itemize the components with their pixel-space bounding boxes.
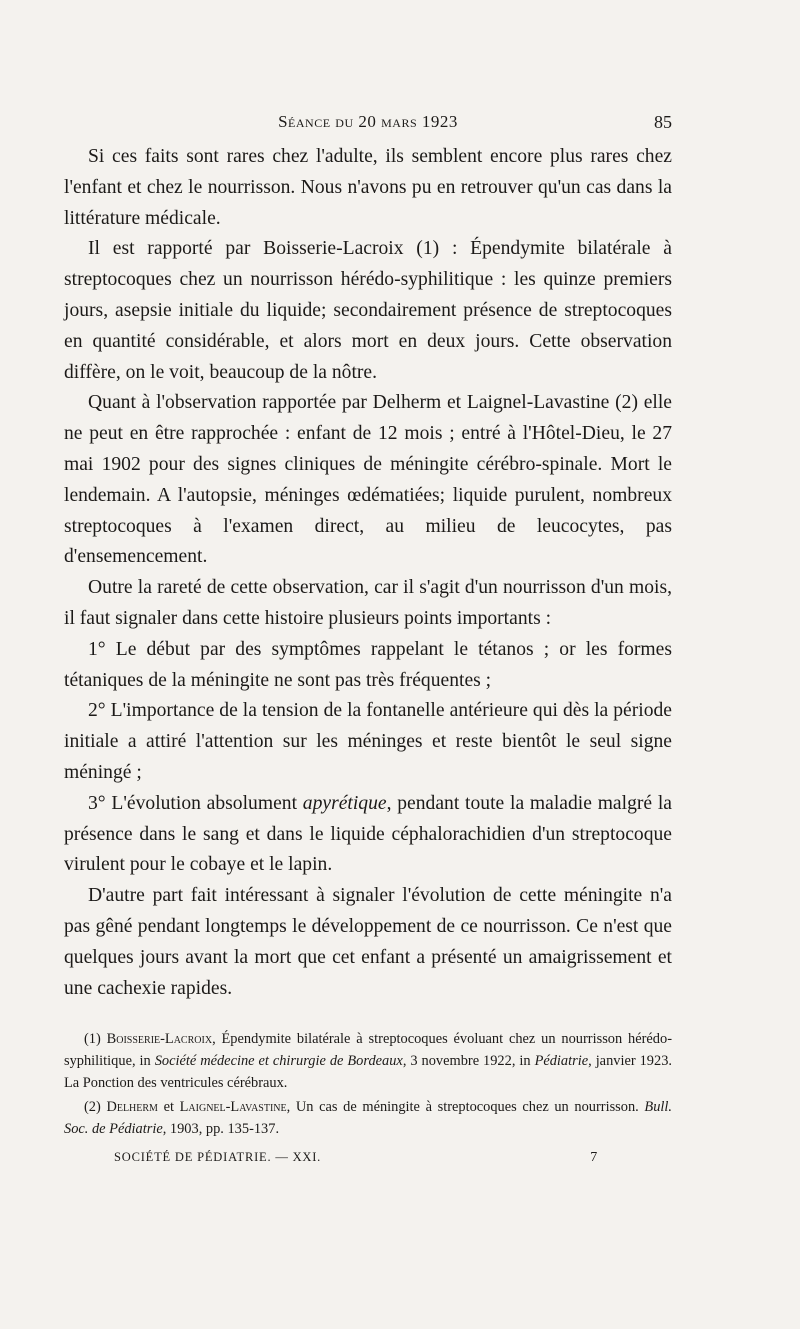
paragraph-3: Quant à l'observation rapportée par Delherm et Laignel-Lavastine (2) elle ne peut en être rapprochée : enfant de 12 mois ; entré à l'Hôtel-Dieu, le 27 mai 1902 pour des signes cliniques de méningite cérébro-spinale. Mort le lendemain. A l'autopsie, méninges œdématiées; liquide purulent, nombreux streptocoques à l'examen direct, au milieu de leucocytes, pas d'ensemencement. <box>64 392 672 568</box>
footnote-2-text-b: , 1903, pp. 135-137. <box>162 1121 280 1138</box>
footnote-2-author-2: Laignel-Lavastine <box>179 1099 287 1116</box>
footnote-2-text-a: , Un cas de méningite à streptocoques chez un nourrisson. <box>286 1099 645 1116</box>
signature-number: 7 <box>590 1150 598 1166</box>
paragraph-4: Outre la rareté de cette observation, car il s'agit d'un nourrisson d'un mois, il faut signaler dans cette histoire plusieurs points importants : <box>64 577 672 629</box>
book-page <box>64 112 672 1170</box>
footnote-2-author-1: Delherm <box>106 1099 158 1116</box>
paragraph-1: Si ces faits sont rares chez l'adulte, ils semblent encore plus rares chez l'enfant et chez le nourrisson. Nous n'avons pu en retrouver qu'un cas dans la littérature médicale. <box>64 146 672 229</box>
footnote-1-author: Boisserie-Lacroix <box>106 1031 213 1048</box>
running-header <box>64 112 672 142</box>
footnote-1-text-a: , Épendymite bilatérale à streptocoques évoluant chez un nourrisson hérédo-syphilitique, in <box>64 1031 672 1070</box>
body-text <box>64 142 672 1004</box>
footnote-2 <box>64 1096 672 1140</box>
page-number: 85 <box>654 112 672 132</box>
paragraph-7-start: 3° L'évolution absolument <box>88 792 303 814</box>
footnote-2-and: et <box>157 1099 180 1116</box>
paragraph-5: 1° Le début par des symptômes rappelant le tétanos ; or les formes tétaniques de la méningite ne sont pas très fréquentes ; <box>64 638 672 691</box>
footnote-1-text-b: , 3 novembre 1922, in <box>402 1053 535 1070</box>
signature-mark: SOCIÉTÉ DE PÉDIATRIE. — XXI. <box>114 1150 322 1165</box>
paragraph-6: 2° L'importance de la tension de la fontanelle antérieure qui dès la période initiale a attiré l'attention sur les méninges et reste bientôt le seul signe méningé ; <box>64 700 672 783</box>
footnote-1-text-c: , janvier 1923. La Ponction des ventricules cérébraux. <box>64 1053 672 1092</box>
footnote-1 <box>64 1028 672 1094</box>
running-title-day: 20 <box>358 112 377 131</box>
running-title-month: mars <box>381 112 418 131</box>
footnote-2-marker: (2) <box>84 1099 107 1116</box>
footnote-1-journal-1: Société médecine et chirurgie de Bordeaux <box>154 1053 403 1070</box>
paragraph-7 <box>64 789 672 881</box>
paragraph-7-italic: apyrétique <box>302 792 387 814</box>
footnote-1-journal-2: Pédiatrie <box>534 1053 589 1070</box>
paragraph-7-end: , pendant toute la maladie malgré la présence dans le sang et dans le liquide céphalorachidien d'un streptocoque virulent pour le cobaye et le lapin. <box>64 792 672 876</box>
running-title <box>64 112 672 132</box>
paragraph-8: D'autre part fait intéressant à signaler l'évolution de cette méningite n'a pas gêné pendant longtemps le développement de ce nourrisson. Ce n'est que quelques jours avant la mort que cet enfant a présenté un amaigrissement et une cachexie rapides. <box>64 885 672 999</box>
running-title-prefix: Séance du <box>278 112 354 131</box>
paragraph-2: Il est rapporté par Boisserie-Lacroix (1) : Épendymite bilatérale à streptocoques chez un nourrisson hérédo-syphilitique : les quinze premiers jours, asepsie initiale du liquide; secondairement présence de streptocoques en quantité considérable, et alors mort en deux jours. Cette observation diffère, on le voit, beaucoup de la nôtre. <box>64 238 672 383</box>
running-title-year: 1923 <box>421 112 458 131</box>
footnotes <box>64 1028 672 1140</box>
signature-line <box>64 1150 672 1170</box>
footnote-2-journal: Bull. Soc. de Pédiatrie <box>64 1099 672 1138</box>
footnote-1-marker: (1) <box>84 1031 107 1048</box>
